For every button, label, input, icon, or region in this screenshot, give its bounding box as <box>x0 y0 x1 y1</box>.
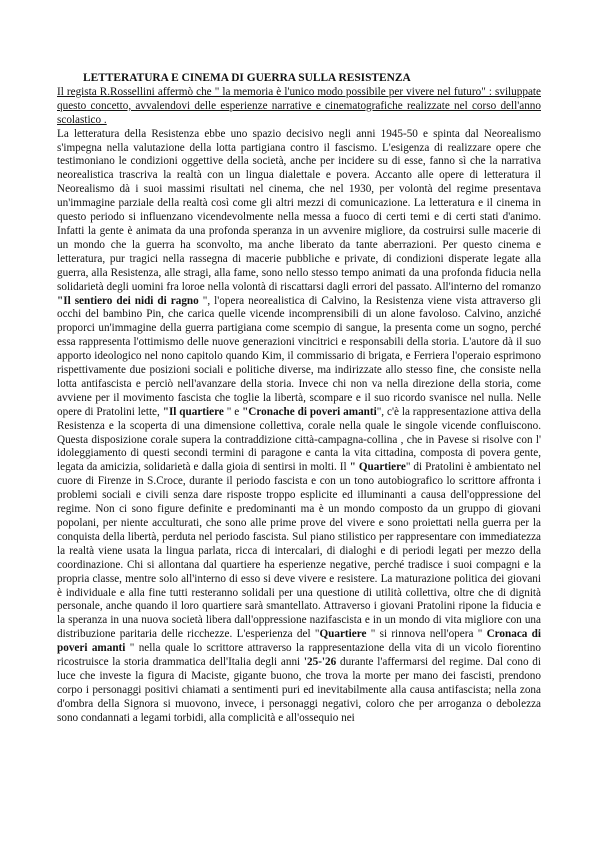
book-title-cronaca: Cronaca di poveri amanti <box>57 628 541 655</box>
book-title-quartiere: "Il quartiere <box>162 405 224 418</box>
body-text: " e <box>223 405 243 418</box>
body-text: " nella quale lo scrittore attraverso la rappresentazione della vita di un vicolo fiorentino ricostruisce la storia drammatica dell'Italia degli anni <box>57 642 541 669</box>
book-title-quartiere-3: Quartiere <box>319 628 367 641</box>
body-text: La letteratura della Resistenza ebbe uno spazio decisivo negli anni 1945-50 e spinta dal Neorealismo s'impegna nella valutazione della lotta partigiana contro il fascismo. L'esigenza di realizzare opere che testimoniano le condizioni oggettive della società, anche per incidere su di esse, fanno sì che la narrativa neorealistica trascriva la realtà con un lingua dialettale e povera. Accanto alle opere di letteratura il Neorealismo dà i suoi massimi risultati nel cinema, che nel 1930, per volontà del regime presentava un'immagine parziale della realtà così come gli altri mezzi di comunicazione. La letteratura e il cinema in questo periodo si influenzano vicendevolmente nella messa a fuoco di certi temi e di certi stati d'animo. Infatti la gente è animata da una profonda speranza in un avvenire migliore, da costruirsi sulle macerie di un mondo che la guerra ha sconvolto, ma anche liberato da tante aberrazioni. Per questo cinema e letteratura, pur tragici nella rassegna di macerie pubbliche e private, di condizioni disperate legate alla guerra, alla Resistenza, alle stragi, alla fame, sono nello stesso tempo animati da una profonda fiducia nella solidarietà degli uomini fra loroe nella volontà di riscattarsi dagli errori del passato. All'interno del romanzo <box>57 127 541 293</box>
essay-body <box>57 128 541 726</box>
years-highlight: '25-'26 <box>303 656 337 669</box>
body-text: " si rinnova nell'opera " <box>366 628 487 641</box>
book-title-cronache: "Cronache di poveri amanti <box>242 405 377 418</box>
book-title-quartiere-2: " Quartiere <box>349 461 406 474</box>
document-page <box>57 72 541 726</box>
essay-title: LETTERATURA E CINEMA DI GUERRA SULLA RESISTENZA <box>83 72 411 84</box>
book-title-sentiero: "Il sentiero dei nidi di ragno <box>57 294 199 307</box>
body-text: ", c'è la rappresentazione attiva della Resistenza e la scoperta di una dimensione collettiva, corale nella quale le singole vicende confluiscono. Questa disposizione corale supera la contraddizione città-campagna-collina , che in Pavese si risolve con l' idoleggiamento di questi secondi termini di paragone e canta la vita cittadina, composta di povera gente, legata da amicizia, solidarietà e dalla gioia di sentirsi in molti. Il <box>57 405 541 474</box>
essay-prompt: Il regista R.Rossellini affermò che " la memoria è l'unico modo possibile per vivere nel futuro" : sviluppate questo concetto, avvalendovi delle esperienze narrative e cinematografiche realizzate nel corso dell'anno scolastico . <box>57 85 541 126</box>
body-text: durante l'affermarsi del regime. Dal cono di luce che investe la figura di Maciste, gigante buono, che trova la morte per mano dei fascisti, prendono corpo i personaggi positivi chiamati a sentimenti puri ed inevitabilmente alla causa antifascista; nella zona d'ombra della Signora si muovono, invece, i personaggi negativi, coloro che per arroganza o debolezza sono condannati a legami torbidi, alla complicità e all'ossequio nei <box>57 656 541 724</box>
body-text: ", l'opera neorealistica di Calvino, la Resistenza viene vista attraverso gli occhi del bambino Pin, che carica quelle vicende incomprensibili di un alone favoloso. Calvino, anziché proporci un'immagine della guerra partigiana come scempio di sangue, la presenta come un sogno, perché essa rappresenta l'ottimismo delle nuove generazioni vincitrici e responsabili della storia. L'autore dà il suo apporto ideologico nel nono capitolo quando Kim, il commissario di brigata, e Ferriera l'operaio esprimono rispettivamente due posizioni sociali e politiche diverse, ma indirizzate allo stesso fine, che consiste nella lotta antifascista e perciò nell'avanzare della storia. Invece chi non va nella direzione della storia, come avviene per il movimento fascista che toglie la libertà, scompare e il suo ricordo svanisce nel nulla. Nelle opere di Pratolini lette, <box>57 294 541 418</box>
body-text: " di Pratolini è ambientato nel cuore di Firenze in S.Croce, durante il periodo fascista e con un tono autobiografico lo scrittore affronta i problemi sociali e civili senza dare risposte troppo esplicite ed illuminanti a causa dell'oppressione del regime. Non ci sono figure definite e predominanti ma è un mondo composto da un gruppo di giovani popolani, per niente acculturati, che sono alle prime prove del vivere e sono proiettati nella guerra per la conquista della libertà, perduta nel periodo fascista. Sul piano stilistico per rappresentare con immediatezza la realtà viene usata la lingua parlata, ricca di intercalari, di dialoghi e di periodi legati per mezzo della coordinazione. Chi si allontana dal quartiere ha esperienze negative, perché tradisce i suoi compagni e la propria classe, mentre solo all'interno di esso si deve vivere e resistere. La maturazione politica dei giovani è individuale e alla fine tutti resteranno solidali per una questione di utilità collettiva, oltre che di dignità personale, anche quando il loro quartiere sarà smantellato. Attraverso i giovani Pratolini ripone la fiducia e la speranza in una nuova società libera dall'oppressione nazifascista e in un mondo di vita migliore con una distribuzione paritaria delle ricchezze. L'esperienza del " <box>57 461 541 641</box>
